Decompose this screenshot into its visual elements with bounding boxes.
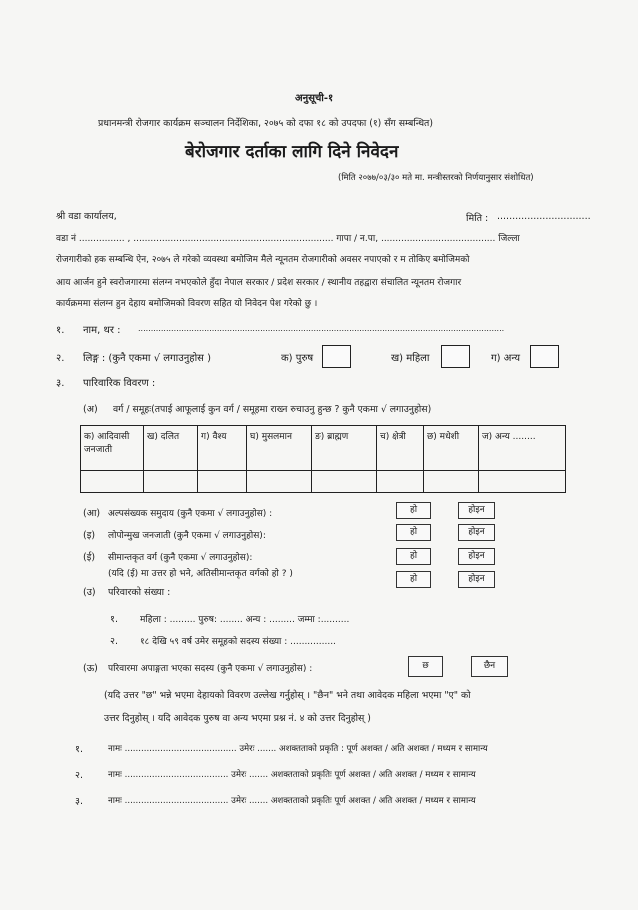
other-checkbox[interactable] xyxy=(530,345,559,368)
family-count-label: (उ) xyxy=(83,587,96,598)
disability-note-line-2: उत्तर दिनुहोस् । यदि आवेदक पुरुष वा अन्य भएमा प्रश्न नं. ४ को उत्तर दिनुहोस् ) xyxy=(104,713,371,724)
gender-option-male: क) पुरुष xyxy=(281,353,314,364)
caste-cell-chhetri: च) क्षेत्री xyxy=(377,426,424,471)
amendment-note: (मिति २०७७/०३/३० मते मा. मन्त्रीस्तरको निर्णयानुसार संशोधित) xyxy=(338,173,534,183)
caste-question: वर्ग / समूहः(तपाई आफूलाई कुन वर्ग / समूहमा राख्न रुचाउनु हुन्छ ? कुनै एकमा √ लगाउनुहोस) xyxy=(113,404,432,415)
minority-label: (आ) xyxy=(83,508,101,519)
caste-cell-other: ज) अन्य ........ xyxy=(479,426,566,471)
name-label: नाम, थर : xyxy=(83,325,121,336)
endangered-yes-box[interactable]: हो xyxy=(396,524,431,541)
name-field[interactable]: ................................................................................................................................................ xyxy=(138,324,505,333)
q2-number: २. xyxy=(56,353,65,364)
disability-no-box[interactable]: छैन xyxy=(471,656,508,677)
minority-question: अल्पसंख्यक समुदाय (कुनै एकमा √ लगाउनुहोस) : xyxy=(108,509,273,519)
marginalized-label: (ई) xyxy=(83,552,96,563)
male-checkbox[interactable] xyxy=(322,345,351,368)
extreme-marginalized-question: (यदि (ई) मा उत्तर हो भने, अतिसीमान्तकृत वर्गको हो ? ) xyxy=(108,569,293,579)
caste-cell-muslim: घ) मुसलमान xyxy=(247,426,312,471)
caste-check-3[interactable] xyxy=(198,471,247,493)
family-count-item-2-number: २. xyxy=(110,636,118,647)
marginalized-no-box[interactable]: होइन xyxy=(458,548,495,565)
date-label: मिति : xyxy=(466,213,489,224)
section-a-label: (अ) xyxy=(83,404,98,415)
gender-option-female: ख) महिला xyxy=(391,353,430,364)
disabled-member-1-number: १. xyxy=(75,744,83,755)
female-checkbox[interactable] xyxy=(441,345,470,368)
caste-check-2[interactable] xyxy=(144,471,198,493)
form-subtitle: प्रधानमन्त्री रोजगार कार्यक्रम सञ्चालन निर्देशिका, २०७५ को दफा १८ को उपदफा (१) सँग सम्बन्धित) xyxy=(98,118,433,129)
minority-yes-box[interactable]: हो xyxy=(396,502,431,519)
extreme-marginalized-no-box[interactable]: होइन xyxy=(458,571,495,588)
intro-line-1: रोजगारीको हक सम्बन्धि ऐन, २०७५ ले गरेको व्यवस्था बमोजिम मैले न्यूनतम रोजगारीको अवसर नपाएको र म तोकिए बमोजिमको xyxy=(56,255,470,265)
caste-check-5[interactable] xyxy=(312,471,377,493)
marginalized-question: सीमान्तकृत वर्ग (कुनै एकमा √ लगाउनुहोस): xyxy=(108,553,253,563)
q3-number: ३. xyxy=(56,378,65,389)
family-count-item-1-number: १. xyxy=(110,614,118,625)
caste-check-7[interactable] xyxy=(424,471,479,493)
caste-cell-brahmin: ङ) ब्राह्मण xyxy=(312,426,377,471)
form-title: बेरोजगार दर्ताका लागि दिने निवेदन xyxy=(185,142,399,162)
endangered-label: (इ) xyxy=(83,530,96,541)
minority-no-box[interactable]: होइन xyxy=(458,502,495,519)
endangered-no-box[interactable]: होइन xyxy=(458,524,495,541)
caste-table xyxy=(80,425,566,493)
extreme-marginalized-yes-box[interactable]: हो xyxy=(396,571,431,588)
caste-cell-indigenous: क) आदिवासी जनजाती xyxy=(81,426,144,471)
disability-question: परिवारमा अपाङ्गता भएका सदस्य (कुनै एकमा √ लगाउनुहोस) : xyxy=(108,664,313,674)
ward-address-line[interactable]: वडा नं ................ , ...................................................................... गापा / न.पा, ........................................ जिल्ला xyxy=(56,234,520,244)
date-field[interactable]: ............................... xyxy=(497,211,591,222)
disabled-member-1-row[interactable]: नामः ......................................... उमेरः ....... अशक्तताको प्रकृति : पूर्ण अशक्त / अति अशक्त / मध्यम र सामान्य xyxy=(108,744,488,754)
gender-label: लिङ्ग : (कुनै एकमा √ लगाउनुहोस ) xyxy=(83,353,212,364)
family-gender-count-field[interactable]: महिला : ......... पुरुष: ........ अन्य : ......... जम्मा :.......... xyxy=(140,615,350,625)
q1-number: १. xyxy=(56,325,65,336)
caste-cell-vaishya: ग) वैश्य xyxy=(198,426,247,471)
endangered-question: लोपोन्मुख जनजाती (कुनै एकमा √ लगाउनुहोस): xyxy=(108,531,266,541)
caste-check-6[interactable] xyxy=(377,471,424,493)
caste-cell-dalit: ख) दलित xyxy=(144,426,198,471)
disability-note-line-1: (यदि उत्तर "छ" भन्ने भएमा देहायको विवरण उल्लेख गर्नुहोस् । "छैन" भने तथा आवेदक महिला भएमा "ए" को xyxy=(104,690,471,701)
schedule-label: अनुसूची-१ xyxy=(295,93,334,104)
caste-check-8[interactable] xyxy=(479,471,566,493)
family-details-label: पारिवारिक विवरण : xyxy=(83,378,156,389)
disabled-member-2-number: २. xyxy=(75,770,83,781)
caste-check-4[interactable] xyxy=(247,471,312,493)
caste-cell-madheshi: छ) मधेशी xyxy=(424,426,479,471)
family-count-question: परिवारको संख्या : xyxy=(108,587,171,598)
caste-check-1[interactable] xyxy=(81,471,144,493)
disability-label: (ऊ) xyxy=(83,663,98,674)
office-line: श्री वडा कार्यालय, xyxy=(56,211,117,222)
working-age-count-field[interactable]: १८ देखि ५९ वर्ष उमेर समूहको सदस्य संख्या : ................ xyxy=(140,637,336,647)
intro-line-3: कार्यक्रममा संलग्न हुन देहाय बमोजिमको विवरण सहित यो निवेदन पेश गरेको छु । xyxy=(56,299,318,309)
marginalized-yes-box[interactable]: हो xyxy=(396,548,431,565)
disability-yes-box[interactable]: छ xyxy=(408,656,443,677)
intro-line-2: आय आर्जन हुने स्वरोजगारमा संलग्न नभएकोले हुँदा नेपाल सरकार / प्रदेश सरकार / स्थानीय तहद्वारा संचालित न्यूनतम रोजगार xyxy=(56,278,462,288)
disabled-member-2-row[interactable]: नामः ...................................... उमेरः ....... अशक्तताको प्रकृतिः पूर्ण अशक्त / अति अशक्त / मध्यम र सामान्य xyxy=(108,770,476,780)
disabled-member-3-number: ३. xyxy=(75,796,83,807)
disabled-member-3-row[interactable]: नामः ...................................... उमेरः ....... अशक्तताको प्रकृतिः पूर्ण अशक्त / अति अशक्त / मध्यम र सामान्य xyxy=(108,796,476,806)
gender-option-other: ग) अन्य xyxy=(491,353,521,364)
